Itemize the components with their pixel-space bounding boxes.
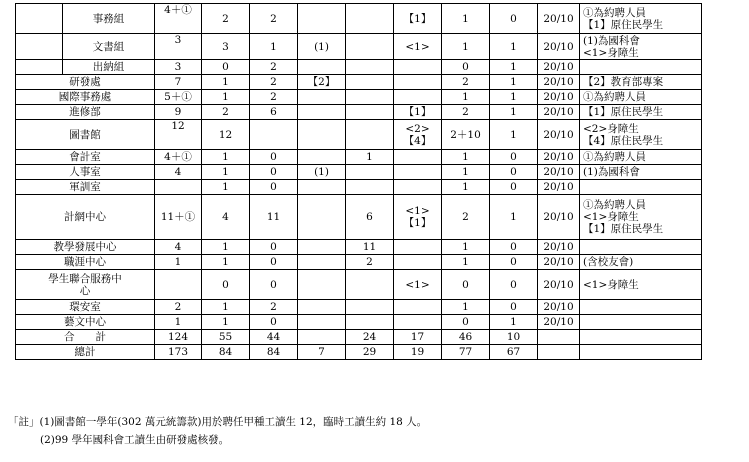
table-cell: 20/10 [538, 75, 580, 90]
table-cell: 1 [442, 255, 490, 270]
footnote-2: (2)99 學年國科會工讀生由研發處核發。 [40, 434, 230, 446]
table-cell: 2＋10 [442, 120, 490, 150]
table-cell: 173 [155, 345, 202, 360]
unit-name-cell: 圖書館 [16, 120, 155, 150]
cell-line: ①為約聘人員 [583, 199, 646, 211]
cell-line: <2> [405, 122, 430, 135]
cell-line: <2>身障生 [583, 122, 639, 135]
remark-cell [580, 90, 702, 105]
table-cell [346, 34, 394, 60]
table-cell: 20/10 [538, 255, 580, 270]
summary-label-cell: 總計 [16, 345, 155, 360]
cell-line: (1)為國科會 [583, 34, 640, 47]
table-cell: 0 [250, 255, 298, 270]
table-cell [394, 195, 442, 240]
table-cell: <1> [394, 270, 442, 300]
cell-line: <1> [405, 205, 430, 217]
table-cell [346, 315, 394, 330]
cell-line: (含校友會) [583, 256, 634, 268]
table-cell: 1 [442, 180, 490, 195]
table-cell [298, 60, 346, 75]
remark-cell [580, 270, 702, 300]
table-cell [155, 270, 202, 300]
cell-line: (1)為國科會 [583, 166, 640, 178]
table-cell [538, 330, 580, 345]
table-cell: 12 [202, 120, 250, 150]
table-cell: 1 [202, 90, 250, 105]
table-cell: 1 [442, 240, 490, 255]
table-cell: 3 [155, 60, 202, 75]
table-row [16, 300, 702, 315]
table-cell: 1 [442, 90, 490, 105]
table-cell: 0 [250, 165, 298, 180]
table-cell: 1 [490, 120, 538, 150]
table-cell: 0 [490, 150, 538, 165]
table-row [16, 90, 702, 105]
table-cell [346, 180, 394, 195]
table-cell: 1 [490, 90, 538, 105]
table-cell: 67 [490, 345, 538, 360]
cell-line: 【2】教育部專案 [583, 76, 664, 88]
table-cell: 20/10 [538, 150, 580, 165]
table-cell [394, 180, 442, 195]
table-cell: 4 [155, 240, 202, 255]
cell-line: 【1】原住民學生 [583, 18, 664, 31]
table-cell [298, 255, 346, 270]
remark-cell [580, 330, 702, 345]
table-cell: 0 [250, 270, 298, 300]
table-cell: 0 [442, 270, 490, 300]
table-cell: 0 [250, 315, 298, 330]
table-cell: 10 [490, 330, 538, 345]
table-cell [346, 270, 394, 300]
remark-cell [580, 255, 702, 270]
cell-line: <1>身障生 [583, 211, 639, 223]
table-cell: 0 [250, 150, 298, 165]
table-cell: 2 [202, 4, 250, 34]
unit-name-cell: 軍訓室 [16, 180, 155, 195]
table-cell [394, 60, 442, 75]
table-cell: 12 [155, 120, 202, 150]
table-cell: 0 [490, 165, 538, 180]
cell-line: <1>身障生 [583, 46, 639, 59]
table-cell: 0 [442, 315, 490, 330]
table-cell: 124 [155, 330, 202, 345]
table-cell: 11＋① [155, 195, 202, 240]
cell-line: ①為約聘人員 [583, 91, 646, 103]
staff-allocation-table [15, 3, 702, 360]
table-cell: 7 [298, 345, 346, 360]
table-cell: 20/10 [538, 315, 580, 330]
remark-cell [580, 75, 702, 90]
remark-cell [580, 105, 702, 120]
table-cell [394, 150, 442, 165]
remark-cell [580, 150, 702, 165]
unit-name-cell [16, 270, 155, 300]
remark-cell [580, 120, 702, 150]
unit-name-cell: 計網中心 [16, 195, 155, 240]
table-cell [298, 180, 346, 195]
cell-line: 學生聯合服務中 [48, 272, 122, 285]
table-cell [346, 120, 394, 150]
table-cell: 55 [202, 330, 250, 345]
table-cell [538, 345, 580, 360]
table-cell: 1 [490, 75, 538, 90]
table-row [16, 150, 702, 165]
table-cell: 4 [155, 165, 202, 180]
table-cell: 46 [442, 330, 490, 345]
table-cell: 20/10 [538, 60, 580, 75]
remark-cell [580, 4, 702, 34]
table-cell: 1 [202, 180, 250, 195]
table-cell: 20/10 [538, 90, 580, 105]
table-cell [394, 315, 442, 330]
table-row [16, 180, 702, 195]
table-cell: 1 [442, 165, 490, 180]
summary-label-cell: 合 計 [16, 330, 155, 345]
table-cell: 11 [346, 240, 394, 255]
remark-cell [580, 240, 702, 255]
table-cell [394, 90, 442, 105]
table-cell [394, 165, 442, 180]
table-cell: 4 [202, 195, 250, 240]
unit-name-cell: 會計室 [16, 150, 155, 165]
table-cell: 84 [202, 345, 250, 360]
table-cell: 4＋① [155, 4, 202, 34]
table-cell: 0 [490, 240, 538, 255]
table-cell [298, 150, 346, 165]
table-cell: 1 [442, 150, 490, 165]
cell-line: 【4】原住民學生 [583, 134, 664, 147]
remark-cell [580, 300, 702, 315]
table-cell: 1 [490, 315, 538, 330]
table-cell: 3 [155, 34, 202, 60]
table-cell: 0 [250, 240, 298, 255]
table-cell: 20/10 [538, 240, 580, 255]
table-cell: 2 [250, 300, 298, 315]
table-cell [394, 300, 442, 315]
table-row [16, 34, 702, 60]
remark-cell [580, 195, 702, 240]
remark-cell [580, 165, 702, 180]
table-cell: 20/10 [538, 165, 580, 180]
unit-name-cell: 藝文中心 [16, 315, 155, 330]
table-row [16, 195, 702, 240]
table-cell: 2 [250, 60, 298, 75]
table-row [16, 255, 702, 270]
table-row [16, 60, 702, 75]
table-cell: 0 [202, 60, 250, 75]
unit-name-cell: 國際事務處 [16, 90, 155, 105]
table-cell: 20/10 [538, 34, 580, 60]
table-cell: 17 [394, 330, 442, 345]
table-cell: 2 [442, 105, 490, 120]
unit-name-cell: 研發處 [16, 75, 155, 90]
table-cell: 1 [442, 4, 490, 34]
table-cell: 1 [202, 240, 250, 255]
table-cell: <1> [394, 34, 442, 60]
table-cell: 0 [490, 180, 538, 195]
table-cell: 20/10 [538, 105, 580, 120]
table-cell: 11 [250, 195, 298, 240]
table-cell [298, 330, 346, 345]
table-cell: 1 [250, 34, 298, 60]
table-cell: 6 [250, 105, 298, 120]
unit-group-cell [16, 4, 63, 34]
table-cell: (1) [298, 165, 346, 180]
table-cell: 0 [202, 270, 250, 300]
table-cell: 7 [155, 75, 202, 90]
table-row [16, 345, 702, 360]
table-row [16, 240, 702, 255]
table-cell [394, 120, 442, 150]
table-cell: 84 [250, 345, 298, 360]
table-cell: 3 [202, 34, 250, 60]
table-cell: 0 [442, 60, 490, 75]
table-cell: 0 [250, 180, 298, 195]
unit-name-cell: 職涯中心 [16, 255, 155, 270]
table-cell: 1 [155, 315, 202, 330]
table-cell: 24 [346, 330, 394, 345]
cell-line: 【1】原住民學生 [583, 223, 664, 235]
remark-cell [580, 60, 702, 75]
table-cell: 2 [250, 75, 298, 90]
table-cell: 20/10 [538, 180, 580, 195]
table-cell: 1 [155, 255, 202, 270]
table-cell [298, 300, 346, 315]
table-cell: 19 [394, 345, 442, 360]
cell-line: 【1】 [403, 217, 432, 229]
remark-cell [580, 345, 702, 360]
table-cell [394, 240, 442, 255]
unit-name-cell: 出納組 [63, 60, 155, 75]
table-cell: 5＋① [155, 90, 202, 105]
table-row [16, 120, 702, 150]
unit-name-cell: 文書組 [63, 34, 155, 60]
table-cell: 1 [442, 300, 490, 315]
table-cell: 20/10 [538, 270, 580, 300]
table-cell: 6 [346, 195, 394, 240]
table-cell: 2 [442, 195, 490, 240]
table-cell: 【1】 [394, 4, 442, 34]
table-cell [298, 90, 346, 105]
table-cell [298, 195, 346, 240]
table-cell: 【1】 [394, 105, 442, 120]
table-cell [346, 4, 394, 34]
table-cell: 4＋① [155, 150, 202, 165]
table-cell [346, 165, 394, 180]
table-cell: 0 [490, 255, 538, 270]
cell-line: 心 [79, 284, 91, 297]
table-cell: 29 [346, 345, 394, 360]
table-cell: 20/10 [538, 195, 580, 240]
remark-cell [580, 34, 702, 60]
unit-name-cell: 進修部 [16, 105, 155, 120]
unit-name-cell: 人事室 [16, 165, 155, 180]
table-cell: 2 [250, 4, 298, 34]
cell-line: 【1】原住民學生 [583, 106, 664, 118]
table-cell: 0 [490, 4, 538, 34]
footnotes [8, 413, 427, 449]
table-cell: 44 [250, 330, 298, 345]
table-cell: 77 [442, 345, 490, 360]
table-cell: 1 [202, 255, 250, 270]
unit-name-cell: 事務組 [63, 4, 155, 34]
cell-line: ①為約聘人員 [583, 151, 646, 163]
table-cell [250, 120, 298, 150]
table-cell: 1 [490, 60, 538, 75]
table-cell [346, 75, 394, 90]
table-cell: 20/10 [538, 300, 580, 315]
table-cell: 1 [202, 315, 250, 330]
footnote-1: 「註」(1)圖書館一學年(302 萬元統籌款)用於聘任甲種工讀生 12，臨時工讀生約 18 人。 [8, 416, 428, 428]
table-row [16, 315, 702, 330]
table-row [16, 330, 702, 345]
table-cell [155, 180, 202, 195]
table-row [16, 165, 702, 180]
table-cell: 20/10 [538, 120, 580, 150]
table-cell: 1 [202, 75, 250, 90]
table-cell [394, 255, 442, 270]
unit-name-cell: 環安室 [16, 300, 155, 315]
table-cell: 2 [250, 90, 298, 105]
table-cell: 1 [202, 300, 250, 315]
unit-group-cell [16, 34, 63, 60]
table-row [16, 4, 702, 34]
table-cell: 1 [490, 34, 538, 60]
remark-cell [580, 180, 702, 195]
remark-cell [580, 315, 702, 330]
table-cell: 【2】 [298, 75, 346, 90]
table-cell [298, 105, 346, 120]
table-cell [298, 4, 346, 34]
unit-name-cell: 教學發展中心 [16, 240, 155, 255]
unit-group-cell [16, 60, 63, 75]
table-cell [298, 315, 346, 330]
table-cell: 9 [155, 105, 202, 120]
table-cell: 2 [346, 255, 394, 270]
table-cell [346, 60, 394, 75]
table-cell [346, 300, 394, 315]
table-cell [346, 105, 394, 120]
table-cell: 1 [490, 195, 538, 240]
cell-line: 【4】 [403, 134, 432, 147]
table-cell: 2 [155, 300, 202, 315]
table-cell: 1 [202, 150, 250, 165]
table-cell: 1 [346, 150, 394, 165]
table-cell: 0 [490, 300, 538, 315]
table-row [16, 105, 702, 120]
table-row [16, 270, 702, 300]
table-cell: 20/10 [538, 4, 580, 34]
cell-line: ①為約聘人員 [583, 6, 646, 19]
table-cell [346, 90, 394, 105]
table-cell [298, 240, 346, 255]
table-cell [394, 75, 442, 90]
table-cell [298, 120, 346, 150]
table-cell: 2 [202, 105, 250, 120]
table-cell: 0 [490, 270, 538, 300]
table-cell: 2 [442, 75, 490, 90]
table-cell: (1) [298, 34, 346, 60]
table-cell [298, 270, 346, 300]
cell-line: <1>身障生 [583, 278, 639, 291]
table-cell: 1 [490, 105, 538, 120]
table-cell: 1 [202, 165, 250, 180]
table-cell: 1 [442, 34, 490, 60]
table-row [16, 75, 702, 90]
